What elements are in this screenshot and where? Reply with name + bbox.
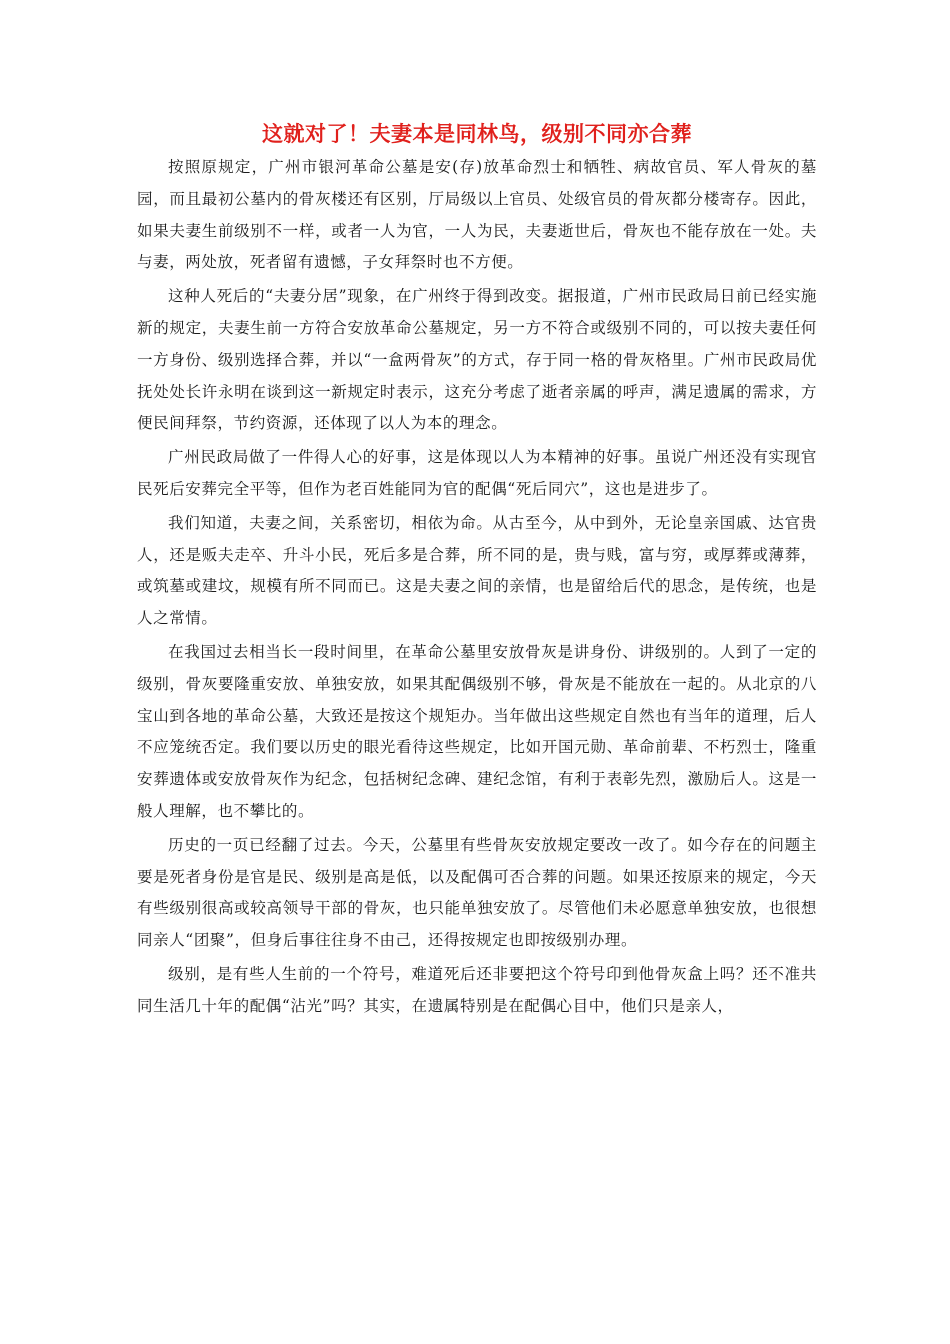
article-title: 这就对了！夫妻本是同林鸟，级别不同亦合葬	[262, 122, 692, 146]
paragraph-2: 这种人死后的“夫妻分居”现象，在广州终于得到改变。据报道，广州市民政局日前已经实施新的规定，夫妻生前一方符合安放革命公墓规定，另一方不符合或级别不同的，可以按夫妻任何一方身份、级别选择合葬，并以“一盒两骨灰”的方式，存于同一格的骨灰格里。广州市民政局优抚处处长许永明在谈到这一新规定时表示，这充分考虑了逝者亲属的呼声，满足遗属的需求，方便民间拜祭，节约资源，还体现了以人为本的理念。	[137, 287, 817, 433]
document-page	[137, 118, 817, 1025]
paragraph-5: 在我国过去相当长一段时间里，在革命公墓里安放骨灰是讲身份、讲级别的。人到了一定的级别，骨灰要隆重安放、单独安放，如果其配偶级别不够，骨灰是不能放在一起的。从北京的八宝山到各地的革命公墓，大致还是按这个规矩办。当年做出这些规定自然也有当年的道理，后人不应笼统否定。我们要以历史的眼光看待这些规定，比如开国元勋、革命前辈、不朽烈士，隆重安葬遗体或安放骨灰作为纪念，包括树纪念碑、建纪念馆，有利于表彰先烈，激励后人。这是一般人理解，也不攀比的。	[137, 642, 817, 820]
paragraph-7: 级别，是有些人生前的一个符号，难道死后还非要把这个符号印到他骨灰盒上吗？还不准共同生活几十年的配偶“沾光”吗？其实，在遗属特别是在配偶心目中，他们只是亲人，	[137, 964, 817, 1015]
paragraph-6: 历史的一页已经翻了过去。今天，公墓里有些骨灰安放规定要改一改了。如今存在的问题主要是死者身份是官是民、级别是高是低，以及配偶可否合葬的问题。如果还按原来的规定，今天有些级别很高或较高领导干部的骨灰，也只能单独安放了。尽管他们未必愿意单独安放，也很想同亲人“团聚”，但身后事往往身不由己，还得按规定也即按级别办理。	[137, 835, 817, 950]
paragraph-4: 我们知道，夫妻之间，关系密切，相依为命。从古至今，从中到外，无论皇亲国戚、达官贵人，还是贩夫走卒、升斗小民，死后多是合葬，所不同的是，贵与贱，富与穷，或厚葬或薄葬，或筑墓或建坟，规模有所不同而已。这是夫妻之间的亲情，也是留给后代的思念，是传统，也是人之常情。	[137, 513, 817, 628]
paragraph-1: 按照原规定，广州市银河革命公墓是安(存)放革命烈士和牺牲、病故官员、军人骨灰的墓园，而且最初公墓内的骨灰楼还有区别，厅局级以上官员、处级官员的骨灰都分楼寄存。因此，如果夫妻生前级别不一样，或者一人为官，一人为民，夫妻逝世后，骨灰也不能存放在一处。夫与妻，两处放，死者留有遗憾，子女拜祭时也不方便。	[137, 158, 817, 272]
paragraph-3: 广州民政局做了一件得人心的好事，这是体现以人为本精神的好事。虽说广州还没有实现官民死后安葬完全平等，但作为老百姓能同为官的配偶“死后同穴”，这也是进步了。	[137, 448, 817, 498]
